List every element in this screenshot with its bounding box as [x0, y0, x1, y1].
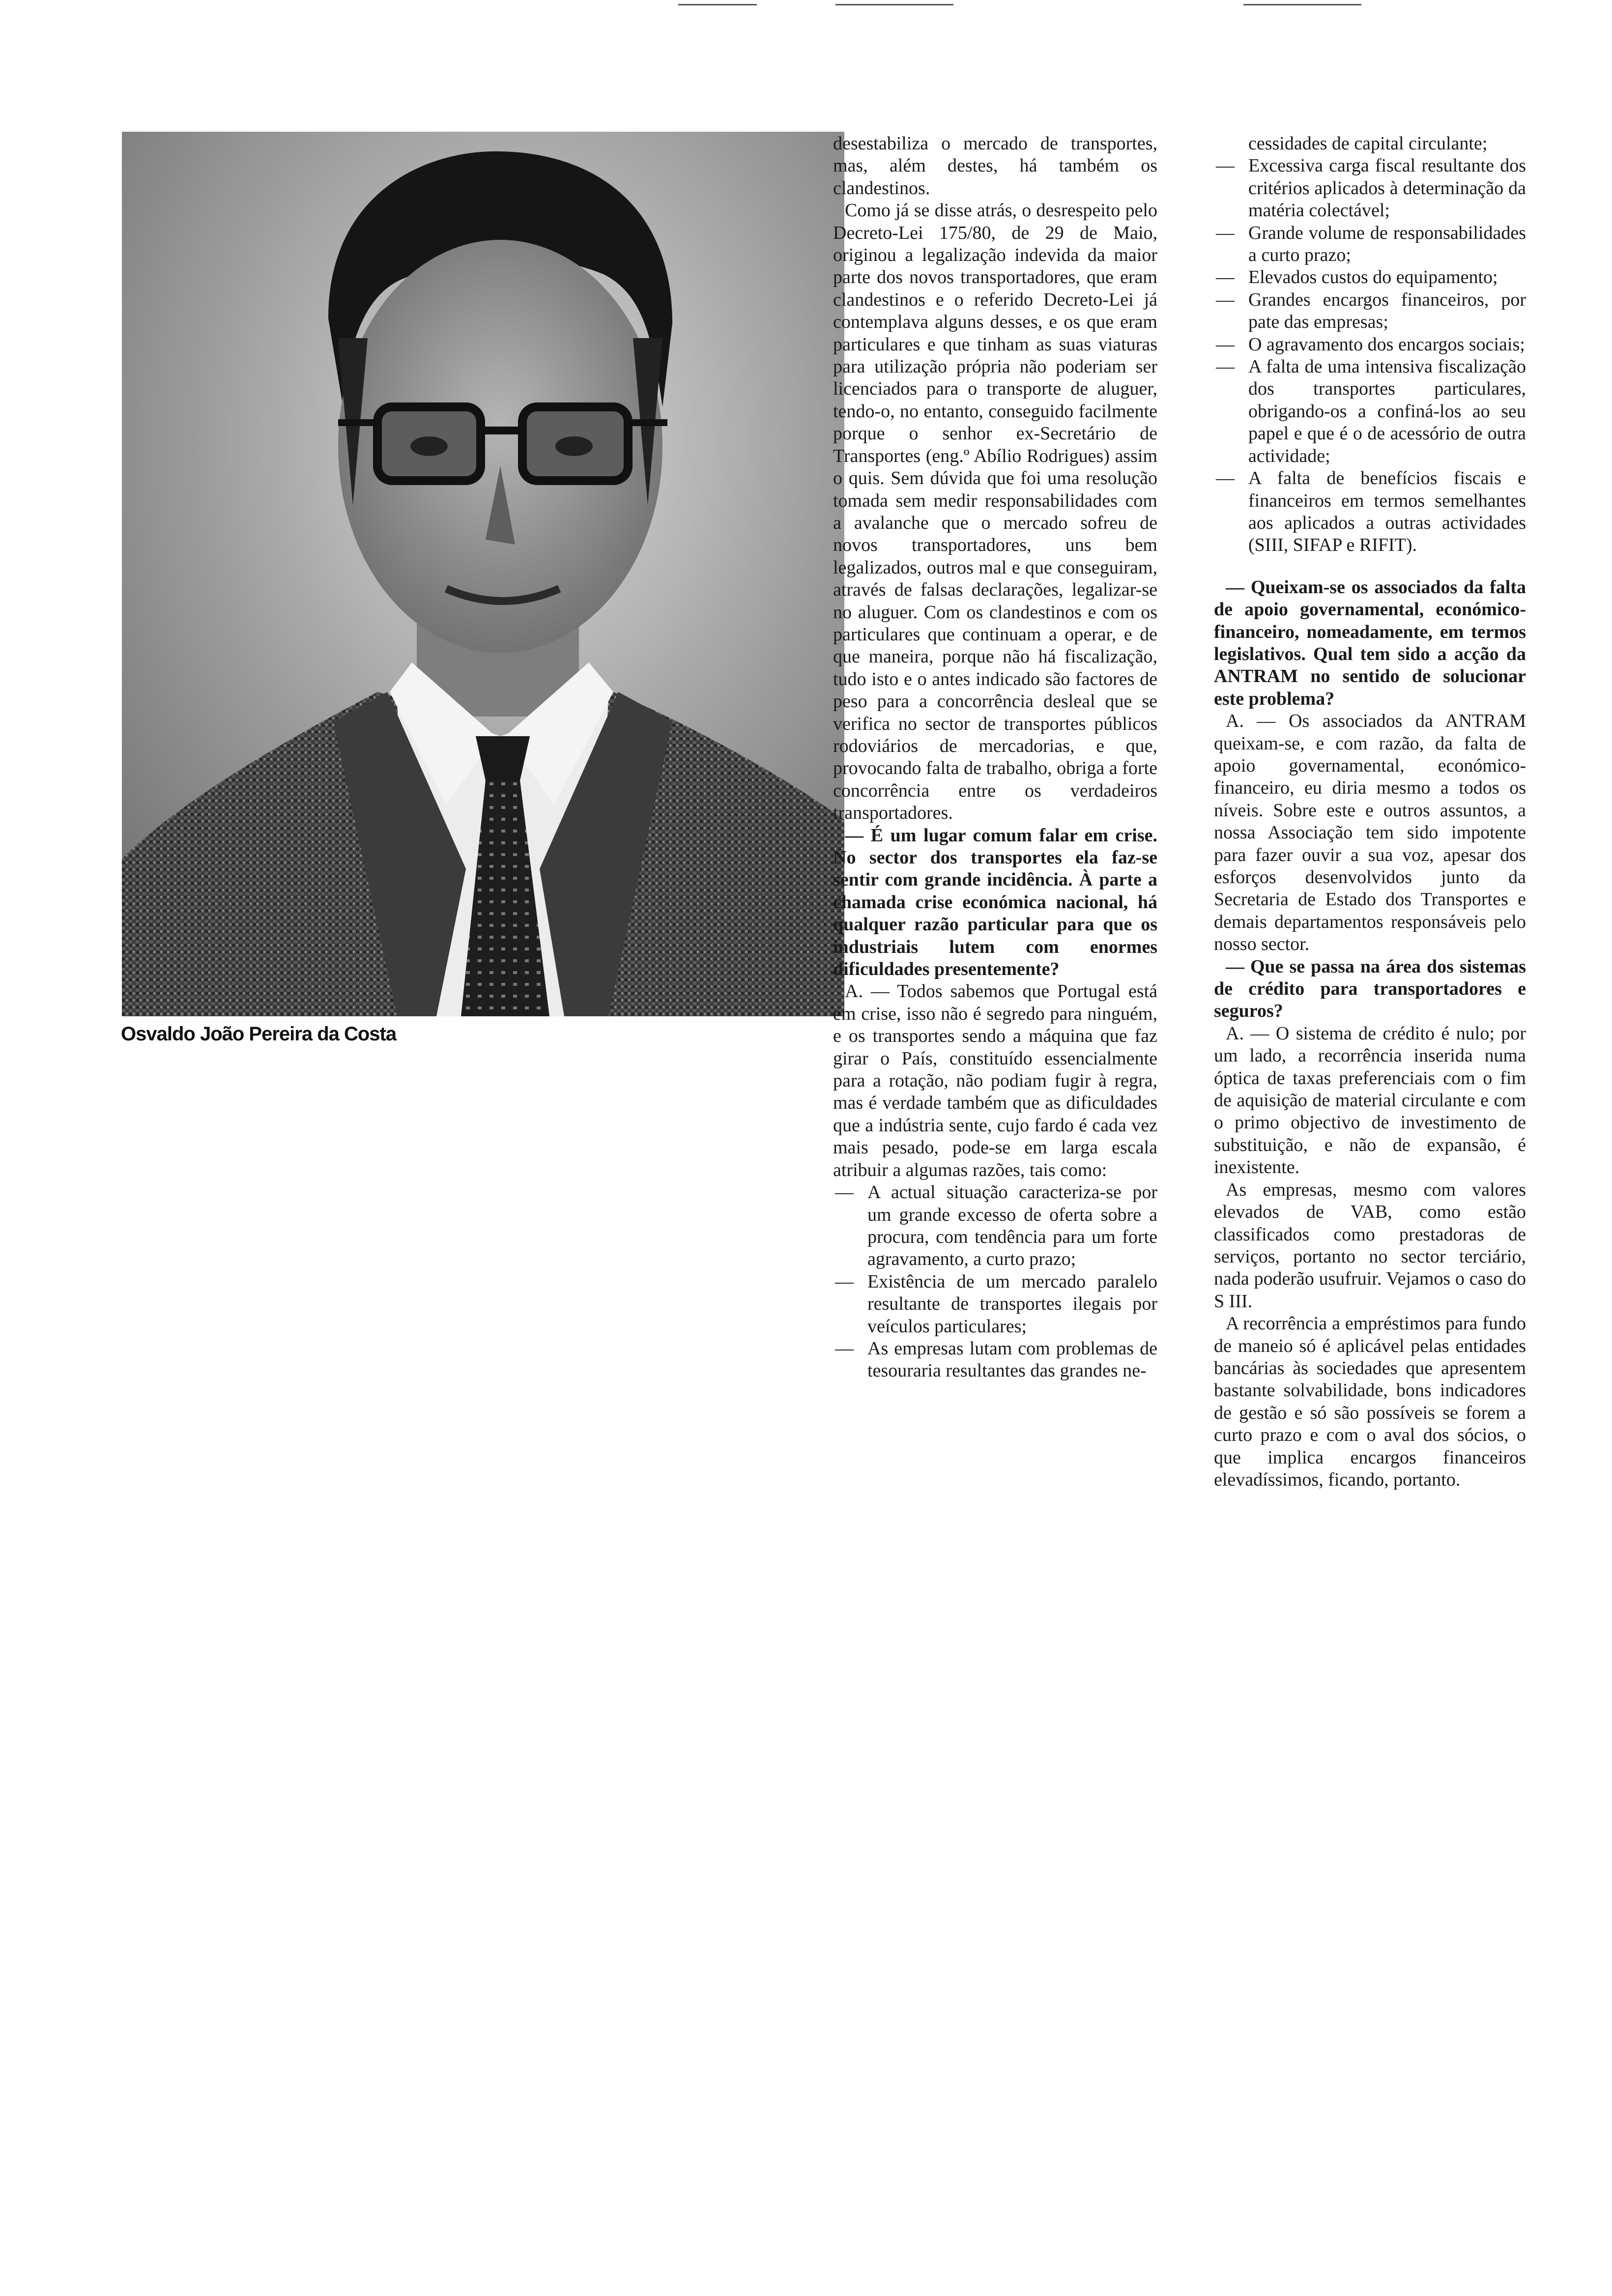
list-item: — As empresas lutam com problemas de tesouraria resultantes das grandes ne- [833, 1338, 1157, 1382]
list-item: — A falta de uma intensiva fiscalização dos transportes particulares, obrigando-os a confiná-los ao seu papel e que é o de acessório de outra actividade; [1214, 356, 1526, 467]
top-rule-right [1243, 4, 1361, 5]
list-item: — A falta de benefícios fiscais e financeiros em termos semelhantes aos aplicados a outras actividades (SIII, SIFAP e RIFIT). [1214, 467, 1526, 557]
paragraph: Como já se disse atrás, o desrespeito pelo Decreto-Lei 175/80, de 29 de Maio, originou a legalização indevida da maior parte dos novos transportadores, que eram clandestinos e o referido Decreto-Lei já contemplava alguns desses, e os que eram particulares e que tinham as suas viaturas para utilização própria não poderiam ser licenciados para o transporte de aluguer, tendo-o, no entanto, conseguido facilmente porque o senhor ex-Secretário de Transportes (eng.º Abílio Rodrigues) assim o quis. Sem dúvida que foi uma resolução tomada sem medir responsabilidades com a avalanche que o mercado sofreu de novos transportadores, uns bem legalizados, outros mal e que conseguiram, através de falsas declarações, legalizar-se no aluguer. Com os clandestinos e com os particulares que continuam a operar, e de que maneira, porque não há fiscalização, tudo isto e o antes indicado são factores de peso para a concorrência desleal que se verifica no sector de transportes públicos rodoviários de mercadorias, e que, provocando falta de trabalho, obriga a forte concorrência entre os verdadeiros transportadores. [833, 200, 1157, 824]
paragraph: As empresas, mesmo com valores elevados de VAB, como estão classificados como prestadoras de serviços, portanto no sector terciário, nada poderão usufruir. Vejamos o caso do S III. [1214, 1179, 1526, 1312]
top-rule-left [678, 4, 757, 5]
interview-question: — Que se passa na área dos sistemas de crédito para transportadores e seguros? [1214, 956, 1526, 1022]
paragraph: A recorrência a empréstimos para fundo de maneio só é aplicável pelas entidades bancárias às sociedades que apresentem bastante solvabilidade, bons indicadores de gestão e só são possíveis se forem a curto prazo e com o aval dos sócios, o que implica encargos financeiros elevadíssimos, ficando, portanto. [1214, 1313, 1526, 1490]
article-column-1 [833, 133, 1157, 1382]
top-rule-mid [835, 4, 953, 5]
list-item: — Grandes encargos financeiros, por pate das empresas; [1214, 289, 1526, 334]
paragraph: A. — O sistema de crédito é nulo; por um lado, a recorrência inserida numa óptica de taxas preferenciais com o fim de aquisição de material circulante e com o primo objectivo de investimento de substituição, e não de expansão, é inexistente. [1214, 1023, 1526, 1178]
portrait-photo [122, 132, 844, 1016]
interview-question: — É um lugar comum falar em crise. No sector dos transportes ela faz-se sentir com grande incidência. À parte a chamada crise económica nacional, há qualquer razão particular para que os industriais lutem com enormes dificuldades presentemente? [833, 825, 1157, 980]
photo-caption: Osvaldo João Pereira da Costa [121, 1023, 397, 1045]
list-item: — A actual situação caracteriza-se por um grande excesso de oferta sobre a procura, com tendência para um forte agravamento, a curto prazo; [833, 1181, 1157, 1271]
article-column-2 [1214, 133, 1526, 1491]
list-item: — Existência de um mercado paralelo resultante de transportes ilegais por veículos particulares; [833, 1271, 1157, 1338]
list-item: — O agravamento dos encargos sociais; [1214, 334, 1526, 356]
paragraph: A. — Todos sabemos que Portugal está em crise, isso não é segredo para ninguém, e os transportes sendo a máquina que faz girar o País, constituído essencialmente para a rotação, não podiam fugir à regra, mas é verdade também que as dificuldades que a indústria sente, cujo fardo é cada vez mais pesado, pode-se em larga escala atribuir a algumas razões, tais como: [833, 981, 1157, 1180]
paragraph: cessidades de capital circulante; [1248, 133, 1488, 154]
portrait-illustration [122, 132, 844, 1016]
paragraph: A. — Os associados da ANTRAM queixam-se, e com razão, da falta de apoio governamental, económico-financeiro, eu diria mesmo a todos os níveis. Sobre este e outros assuntos, a nossa Associação tem sido impotente para fazer ouvir a sua voz, apesar dos esforços desenvolvidos junto da Secretaria de Estado dos Transportes e demais departamentos responsáveis pelo nosso sector. [1214, 711, 1526, 955]
list-item: — Grande volume de responsabilidades a curto prazo; [1214, 222, 1526, 267]
paragraph: desestabiliza o mercado de transportes, mas, além destes, há também os clandestinos. [833, 133, 1157, 199]
interview-question: — Queixam-se os associados da falta de apoio governamental, económico-financeiro, nomeadamente, em termos legislativos. Qual tem sido a acção da ANTRAM no sentido de solucionar este problema? [1214, 576, 1526, 709]
reasons-list [833, 1181, 1157, 1382]
list-item: — Elevados custos do equipamento; [1214, 266, 1526, 288]
reasons-list-continued [1214, 155, 1526, 556]
list-item: — Excessiva carga fiscal resultante dos critérios aplicados à determinação da matéria colectável; [1214, 155, 1526, 222]
